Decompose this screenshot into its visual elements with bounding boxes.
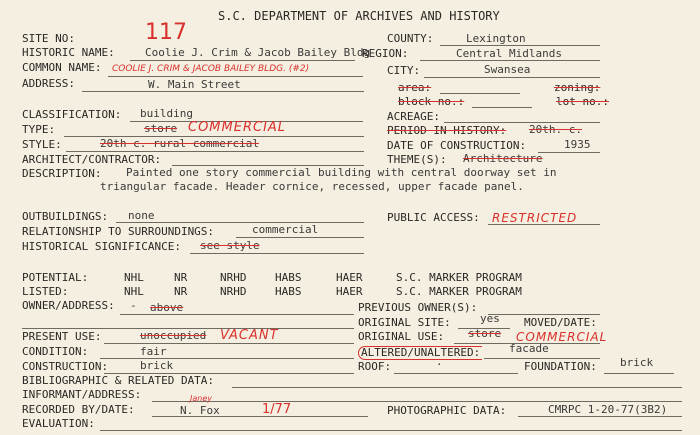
previous-owner-line: [488, 314, 600, 315]
type-value: store: [144, 122, 178, 135]
period-value: 20th. c.: [529, 123, 582, 136]
outbuildings-value: none: [128, 209, 155, 222]
acreage-label: ACREAGE:: [387, 110, 440, 123]
owner-line: [120, 314, 354, 315]
photo-value: CMRPC 1-20-77(3B2): [548, 403, 668, 416]
region-value: Central Midlands: [456, 47, 562, 60]
classification-value: building: [140, 107, 193, 120]
city-label: CITY:: [387, 64, 421, 77]
type-label: TYPE:: [22, 123, 56, 136]
recorded-label: RECORDED BY/DATE:: [22, 403, 135, 416]
listed-nrhd: NRHD: [220, 285, 247, 298]
historic-name-label: HISTORIC NAME:: [22, 46, 115, 59]
lot-label: lot no.:: [556, 95, 609, 108]
altered-line: [484, 358, 600, 359]
common-name-label: COMMON NAME:: [22, 61, 102, 74]
potential-nhl: NHL: [124, 271, 144, 284]
potential-nr: NR: [174, 271, 188, 284]
present-use-label: PRESENT USE:: [22, 330, 102, 343]
original-site-value: yes: [480, 312, 500, 325]
listed-nhl: NHL: [124, 285, 144, 298]
description-line-2: triangular facade. Header cornice, recessed, upper facade panel.: [100, 180, 524, 193]
type-correction: COMMERCIAL: [188, 120, 287, 135]
recorded-correction: Janey: [190, 394, 212, 403]
classification-label: CLASSIFICATION:: [22, 108, 122, 121]
recorded-value: N. Fox: [180, 404, 220, 417]
photo-label: PHOTOGRAPHIC DATA:: [387, 404, 507, 417]
condition-value: fair: [140, 345, 167, 358]
recorded-date: 1/77: [262, 402, 292, 417]
roof-value: ·: [436, 358, 443, 371]
potential-habs: HABS: [275, 271, 302, 284]
foundation-line: [604, 373, 674, 374]
construction-value: brick: [140, 359, 174, 372]
zoning-label: zoning:: [554, 81, 601, 94]
site-no-label: SITE NO:: [22, 32, 75, 45]
block-label: block no.:: [398, 95, 465, 108]
public-access-label: PUBLIC ACCESS:: [387, 211, 480, 224]
foundation-value: brick: [620, 356, 654, 369]
owner-label: OWNER/ADDRESS:: [22, 299, 115, 312]
outbuildings-line: [116, 222, 364, 223]
city-value: Swansea: [484, 63, 531, 76]
site-no-value: 117: [145, 20, 187, 45]
original-site-label: ORIGINAL SITE:: [358, 316, 451, 329]
biblio-line: [232, 387, 682, 388]
period-label: PERIOD IN HISTORY:: [387, 124, 507, 137]
biblio-label: BIBLIOGRAPHIC & RELATED DATA:: [22, 374, 215, 387]
present-use-line: [104, 343, 354, 344]
historic-name-value: Coolie J. Crim & Jacob Bailey Bldg: [145, 46, 371, 59]
informant-label: INFORMANT/ADDRESS:: [22, 388, 142, 401]
construction-label: CONSTRUCTION:: [22, 360, 109, 373]
listed-habs: HABS: [275, 285, 302, 298]
moved-label: MOVED/DATE:: [524, 316, 597, 329]
address-label: ADDRESS:: [22, 77, 75, 90]
condition-label: CONDITION:: [22, 345, 89, 358]
roof-label: ROOF:: [358, 360, 392, 373]
theme-value: Architecture: [463, 152, 543, 165]
recorded-line: [152, 416, 368, 417]
present-use-value: unoccupied: [140, 329, 207, 342]
significance-line: [190, 253, 364, 254]
date-line: [538, 152, 600, 153]
previous-owner-label: PREVIOUS OWNER(S):: [358, 301, 478, 314]
description-label: DESCRIPTION:: [22, 167, 102, 180]
block-line: [472, 107, 532, 108]
date-label: DATE OF CONSTRUCTION:: [387, 139, 527, 152]
public-access-line: [488, 224, 600, 225]
listed-label: LISTED:: [22, 285, 69, 298]
style-value: 20th c. rural commercial: [100, 137, 259, 150]
roof-line: [394, 373, 518, 374]
original-use-correction: COMMERCIAL: [516, 330, 608, 344]
listed-nr: NR: [174, 285, 188, 298]
historic-name-line: [130, 60, 355, 61]
potential-marker: S.C. MARKER PROGRAM: [396, 271, 522, 284]
present-use-correction: VACANT: [220, 328, 279, 343]
photo-line: [518, 416, 682, 417]
informant-line: [152, 401, 682, 402]
date-value: 1935: [564, 138, 591, 151]
relationship-label: RELATIONSHIP TO SURROUNDINGS:: [22, 225, 215, 238]
address-value: W. Main Street: [148, 78, 241, 91]
outbuildings-label: OUTBUILDINGS:: [22, 210, 109, 223]
altered-label: ALTERED/UNALTERED:: [358, 346, 482, 360]
owner-correction: above: [150, 301, 184, 314]
description-line-1: Painted one story commercial building with central doorway set in: [126, 166, 557, 179]
significance-value: see style: [200, 239, 260, 252]
area-label: area:: [398, 81, 432, 94]
style-line: [66, 151, 364, 152]
potential-label: POTENTIAL:: [22, 271, 89, 284]
potential-nrhd: NRHD: [220, 271, 247, 284]
relationship-line: [236, 237, 364, 238]
region-label: REGION:: [362, 47, 409, 60]
style-label: STYLE:: [22, 138, 62, 151]
original-use-value: store: [468, 327, 502, 340]
county-line: [440, 45, 600, 46]
relationship-value: commercial: [252, 223, 319, 236]
foundation-label: FOUNDATION:: [524, 360, 597, 373]
evaluation-label: EVALUATION:: [22, 417, 95, 430]
condition-line: [100, 358, 354, 359]
county-value: Lexington: [466, 32, 526, 45]
county-label: COUNTY:: [387, 32, 434, 45]
common-name-line: [108, 76, 363, 77]
theme-label: THEME(S):: [387, 153, 447, 166]
evaluation-line: [100, 430, 682, 431]
region-line: [420, 60, 600, 61]
city-line: [424, 77, 600, 78]
listed-marker: S.C. MARKER PROGRAM: [396, 285, 522, 298]
address-line: [82, 91, 364, 92]
potential-haer: HAER: [336, 271, 363, 284]
public-access-value: RESTRICTED: [492, 211, 578, 225]
architect-label: ARCHITECT/CONTRACTOR:: [22, 153, 162, 166]
significance-label: HISTORICAL SIGNIFICANCE:: [22, 240, 181, 253]
altered-value: facade: [509, 342, 549, 355]
common-name-value: COOLIE J. CRIM & JACOB BAILEY BLDG. (#2): [112, 64, 310, 74]
area-line: [440, 93, 520, 94]
owner-value: -: [130, 299, 137, 312]
listed-haer: HAER: [336, 285, 363, 298]
original-use-label: ORIGINAL USE:: [358, 330, 445, 343]
form-title: S.C. DEPARTMENT OF ARCHIVES AND HISTORY: [218, 9, 500, 23]
